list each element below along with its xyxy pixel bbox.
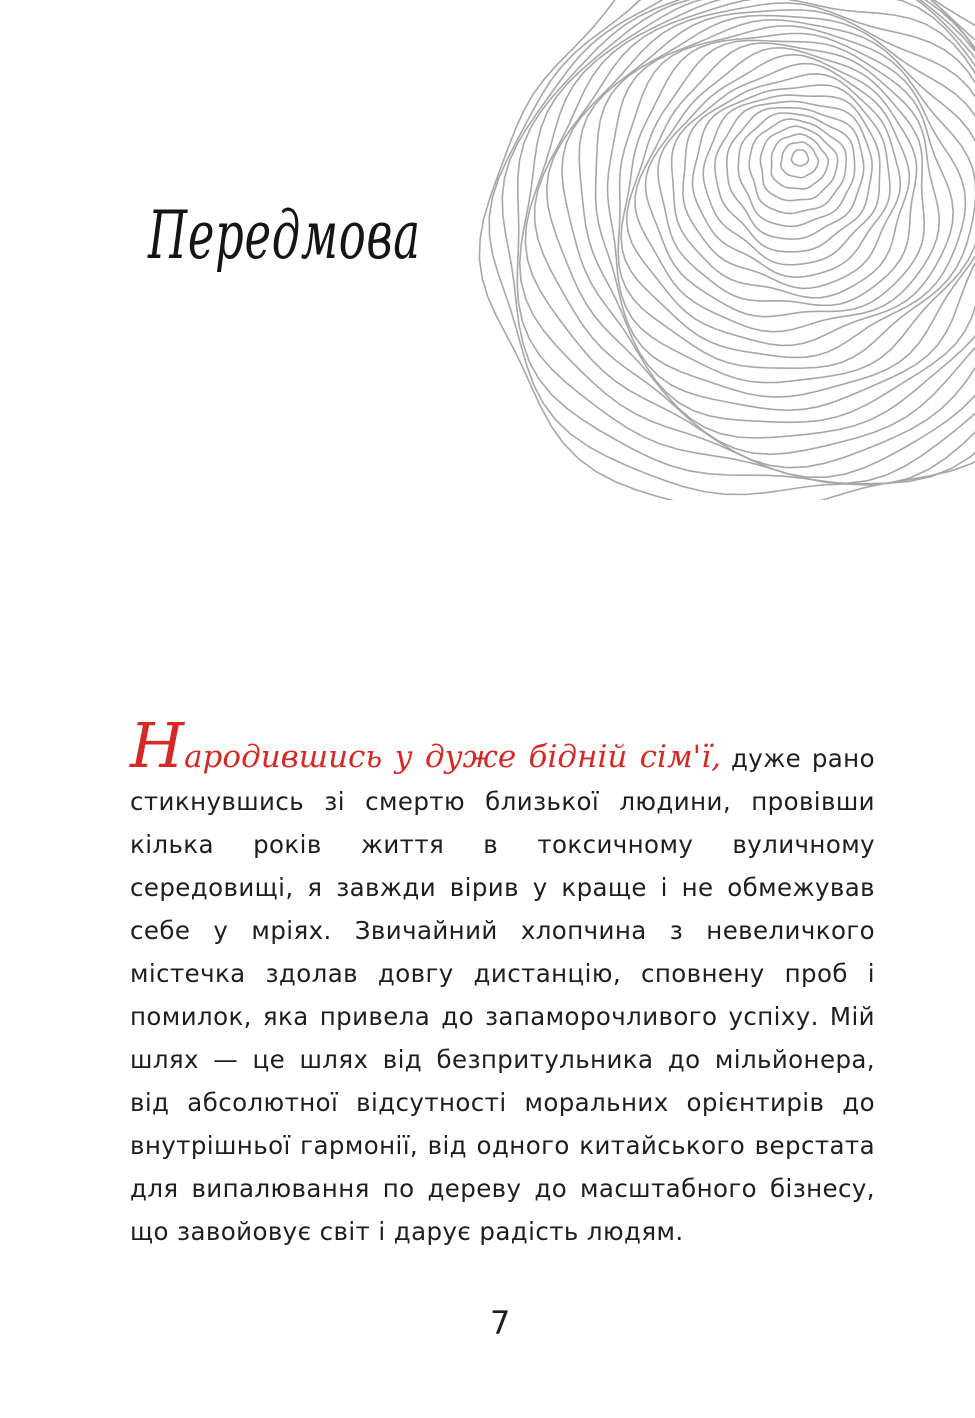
tree-rings-illustration — [470, 0, 975, 500]
drop-initial: Н — [130, 709, 185, 782]
tree-ring — [791, 150, 808, 166]
page-title: Передмова — [148, 197, 421, 274]
tree-ring — [525, 0, 975, 468]
lead-in-phrase — [130, 709, 721, 782]
body-paragraph — [130, 709, 875, 1253]
page-number: 7 — [490, 1304, 511, 1342]
lead-in-text: ародившись у дуже бідній сім'ї, — [184, 739, 721, 775]
tree-ring — [479, 0, 975, 500]
tree-ring — [683, 74, 900, 289]
body-text: дуже рано стикнувшись зі смертю близької людини, провівши кілька років життя в токсичному вуличному середовищі, я завжди вірив у краще і не обмежував себе у мріях. Звичайний хлопчина з невеличкого містечка здолав довгу дистанцію, сповнену проб і помилок, яка привела до запаморочливого успіху. Мій шлях — це шлях від безпритульника до мільйонера, від абсолютної відсутності моральних орієнтирів до внутрішньої гармонії, від одного китайського верстата для випалювання по дереву до масштабного бізнесу, що завойовує світ і дарує радість людям. — [130, 744, 875, 1246]
tree-ring — [727, 108, 864, 239]
tree-ring — [672, 64, 910, 298]
tree-ring — [738, 113, 854, 226]
tree-ring — [781, 142, 819, 178]
tree-ring — [627, 40, 954, 345]
tree-ring — [596, 16, 975, 398]
